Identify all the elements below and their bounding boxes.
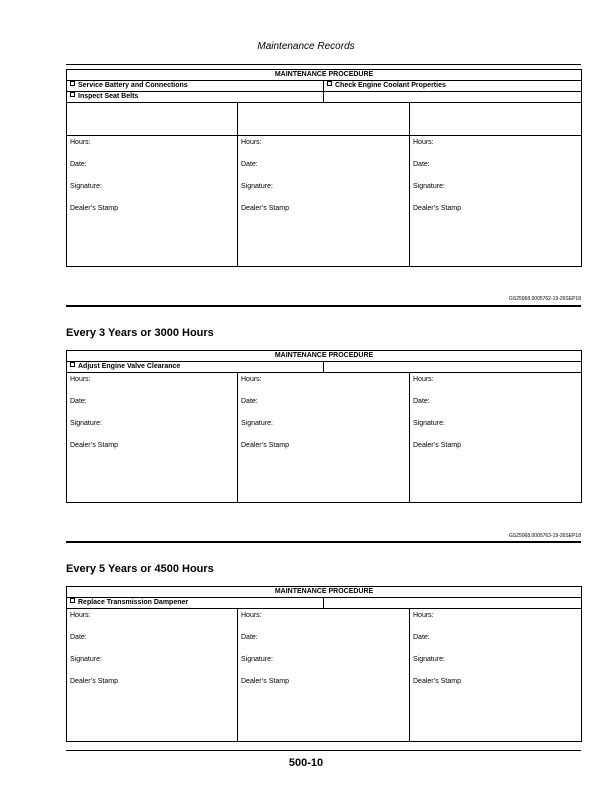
signature-label: Signature: <box>70 183 102 190</box>
dealer-stamp-label: Dealer’s Stamp <box>241 442 289 449</box>
date-label: Date: <box>241 398 258 405</box>
procedure-title: MAINTENANCE PROCEDURE <box>67 351 582 362</box>
record-column-2[interactable] <box>238 609 410 742</box>
record-column-1[interactable] <box>67 136 238 267</box>
date-label: Date: <box>70 161 87 168</box>
hours-label: Hours: <box>70 612 91 619</box>
maintenance-table-2 <box>66 350 582 503</box>
procedure-item-check-coolant[interactable]: Check Engine Coolant Properties <box>324 81 582 92</box>
reference-code: GS25068,0005763-19-26SEP18 <box>508 533 581 539</box>
blank-cell <box>67 103 238 136</box>
page-header-title: Maintenance Records <box>257 41 355 52</box>
hours-label: Hours: <box>413 612 434 619</box>
procedure-title: MAINTENANCE PROCEDURE <box>67 587 582 598</box>
signature-label: Signature: <box>413 420 445 427</box>
signature-label: Signature: <box>241 420 273 427</box>
date-label: Date: <box>413 161 430 168</box>
date-label: Date: <box>241 161 258 168</box>
reference-code: GS25068,0005762-19-26SEP18 <box>508 296 581 302</box>
signature-label: Signature: <box>70 656 102 663</box>
procedure-title: MAINTENANCE PROCEDURE <box>67 70 582 81</box>
procedure-item-inspect-seat-belts[interactable]: Inspect Seat Belts <box>67 92 324 103</box>
record-column-3[interactable] <box>410 373 582 503</box>
maintenance-table-3 <box>66 586 582 742</box>
date-label: Date: <box>70 634 87 641</box>
signature-label: Signature: <box>413 183 445 190</box>
procedure-item-empty <box>324 598 582 609</box>
blank-cell <box>410 103 582 136</box>
procedure-item-replace-dampener[interactable]: Replace Transmission Dampener <box>67 598 324 609</box>
record-column-1[interactable] <box>67 609 238 742</box>
hours-label: Hours: <box>70 376 91 383</box>
checkbox-icon[interactable] <box>70 362 75 367</box>
checkbox-icon[interactable] <box>70 81 75 86</box>
checkbox-icon[interactable] <box>327 81 332 86</box>
hours-label: Hours: <box>70 139 91 146</box>
record-column-3[interactable] <box>410 136 582 267</box>
procedure-item-service-battery[interactable]: Service Battery and Connections <box>67 81 324 92</box>
signature-label: Signature: <box>241 656 273 663</box>
maintenance-table-1 <box>66 69 582 267</box>
record-column-1[interactable] <box>67 373 238 503</box>
record-column-2[interactable] <box>238 373 410 503</box>
section-rule <box>66 541 581 543</box>
date-label: Date: <box>413 634 430 641</box>
record-column-2[interactable] <box>238 136 410 267</box>
procedure-item-empty <box>324 92 582 103</box>
dealer-stamp-label: Dealer’s Stamp <box>70 442 118 449</box>
section-rule <box>66 305 581 307</box>
date-label: Date: <box>241 634 258 641</box>
page-number: 500-10 <box>288 757 324 769</box>
section-heading: Every 3 Years or 3000 Hours <box>66 327 214 339</box>
procedure-item-adjust-valve-clearance[interactable]: Adjust Engine Valve Clearance <box>67 362 324 373</box>
hours-label: Hours: <box>241 612 262 619</box>
section-heading: Every 5 Years or 4500 Hours <box>66 563 214 575</box>
checkbox-icon[interactable] <box>70 92 75 97</box>
hours-label: Hours: <box>241 376 262 383</box>
signature-label: Signature: <box>413 656 445 663</box>
hours-label: Hours: <box>413 376 434 383</box>
footer-rule <box>66 750 581 751</box>
checkbox-icon[interactable] <box>70 598 75 603</box>
dealer-stamp-label: Dealer’s Stamp <box>413 205 461 212</box>
date-label: Date: <box>70 398 87 405</box>
hours-label: Hours: <box>413 139 434 146</box>
dealer-stamp-label: Dealer’s Stamp <box>241 205 289 212</box>
dealer-stamp-label: Dealer’s Stamp <box>70 678 118 685</box>
dealer-stamp-label: Dealer’s Stamp <box>241 678 289 685</box>
dealer-stamp-label: Dealer’s Stamp <box>413 678 461 685</box>
hours-label: Hours: <box>241 139 262 146</box>
header-rule <box>66 64 581 65</box>
date-label: Date: <box>413 398 430 405</box>
signature-label: Signature: <box>241 183 273 190</box>
dealer-stamp-label: Dealer’s Stamp <box>70 205 118 212</box>
blank-cell <box>238 103 410 136</box>
procedure-item-empty <box>324 362 582 373</box>
record-column-3[interactable] <box>410 609 582 742</box>
signature-label: Signature: <box>70 420 102 427</box>
dealer-stamp-label: Dealer’s Stamp <box>413 442 461 449</box>
